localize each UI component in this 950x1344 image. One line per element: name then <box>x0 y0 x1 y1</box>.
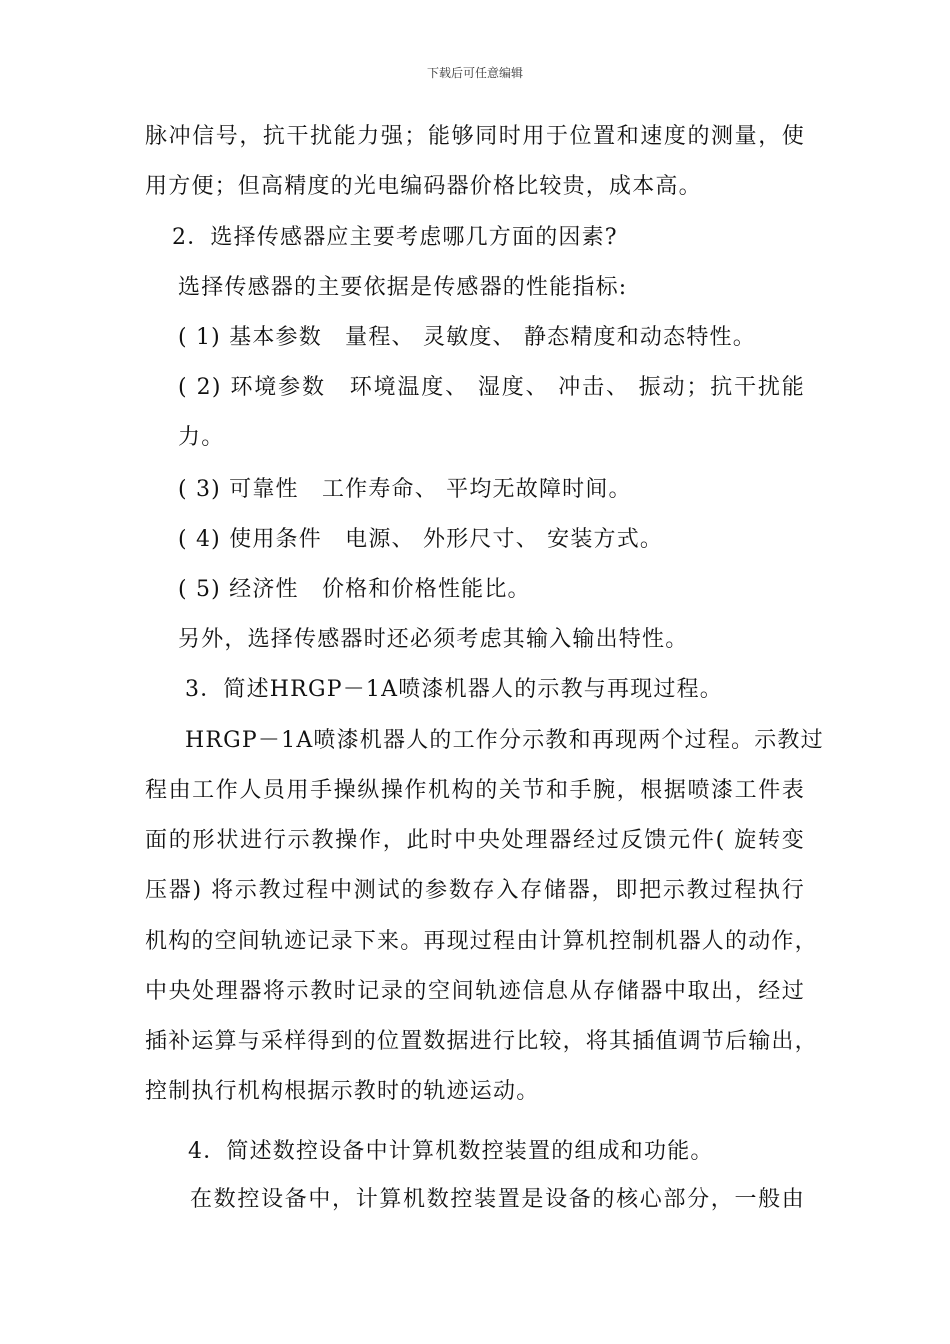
paragraph-line: 压器) 将示教过程中测试的参数存入存储器，即把示教过程执行 <box>145 878 805 903</box>
paragraph-line: 选择传感器的主要依据是传感器的性能指标: <box>178 275 628 300</box>
paragraph-line: 中央处理器将示教时记录的空间轨迹信息从存储器中取出，经过 <box>145 979 805 1004</box>
paragraph-line: 面的形状进行示教操作，此时中央处理器经过反馈元件( 旋转变 <box>145 828 805 853</box>
paragraph-line: 用方便；但高精度的光电编码器价格比较贵，成本高。 <box>145 174 702 199</box>
question-heading: 4．简述数控设备中计算机数控装置的组成和功能。 <box>188 1139 714 1164</box>
list-item: ( 5) 经济性 价格和价格性能比。 <box>178 577 531 602</box>
question-heading: 2．选择传感器应主要考虑哪几方面的因素? <box>172 225 618 250</box>
list-item: ( 2) 环境参数 环境温度、 湿度、 冲击、 振动；抗干扰能 <box>178 375 805 400</box>
paragraph-line: 另外，选择传感器时还必须考虑其输入输出特性。 <box>178 627 689 652</box>
list-item: ( 4) 使用条件 电源、 外形尺寸、 安装方式。 <box>178 527 664 552</box>
paragraph-line: 程由工作人员用手操纵操作机构的关节和手腕，根据喷漆工件表 <box>145 778 805 803</box>
paragraph-line: 脉冲信号，抗干扰能力强；能够同时用于位置和速度的测量，使 <box>145 124 805 149</box>
paragraph-line: 机构的空间轨迹记录下来。再现过程由计算机控制机器人的动作， <box>145 929 818 954</box>
page-header: 下载后可任意编辑 <box>426 66 523 80</box>
paragraph-line: 在数控设备中，计算机数控装置是设备的核心部分，一般由 <box>190 1187 805 1212</box>
paragraph-line: 控制执行机构根据示教时的轨迹运动。 <box>145 1079 540 1104</box>
list-item: ( 1) 基本参数 量程、 灵敏度、 静态精度和动态特性。 <box>178 325 756 350</box>
list-item-continuation: 力。 <box>178 425 225 450</box>
paragraph-line: 插补运算与采样得到的位置数据进行比较，将其插值调节后输出， <box>145 1029 818 1054</box>
paragraph-line: HRGP－1A喷漆机器人的工作分示教和再现两个过程。示教过 <box>185 728 824 753</box>
list-item: ( 3) 可靠性 工作寿命、 平均无故障时间。 <box>178 477 632 502</box>
question-heading: 3．简述HRGP－1A喷漆机器人的示教与再现过程。 <box>185 677 724 702</box>
